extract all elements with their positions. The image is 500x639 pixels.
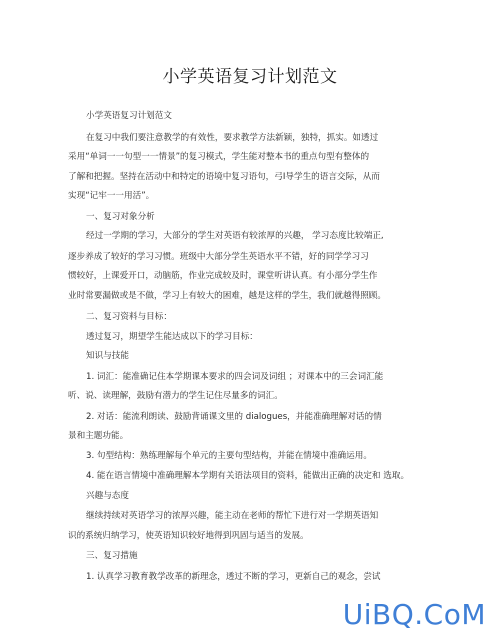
text-line: 1. 认真学习教育教学改革的新理念，透过不断的学习，更新自己的观念，尝试 [86,572,381,582]
text-line: 采用“单词一一句型一一情景”的复习模式，学生能对整本书的重点句型有整体的 [68,152,370,162]
text-line: 听、说、读理解，鼓励有潜力的学生记住尽量多的词汇。 [68,391,283,401]
text-line: 小学英语复习计划范文 [86,111,172,121]
text-line: 识的系统归纳学习，使英语知识较好地得到巩固与适当的发展。 [68,531,309,541]
text-line: 透过复习，期望学生能达成以下的学习目标： [86,332,258,342]
text-line: 惯较好，上课爱开口，动脑筋，作业完成较及时，课堂听讲认真。有小部分学生作 [68,271,378,281]
text-line: 2. 对话：能流利朗读、鼓励背诵课文里的 dialogues，并能准确理解对话的情 [86,412,382,422]
text-line: 继续持续对英语学习的浓厚兴趣，能主动在老师的帮忙下进行对一学期英语知 [86,511,379,521]
text-line: 在复习中我们要注意教学的有效性，要求教学方法新颖，独特，抓实。如透过 [86,133,379,143]
watermark-logo: UiBQ.CoM [342,598,486,631]
text-line: 逐步养成了较好的学习习惯。班级中大部分学生英语水平不错，好的同学学习习 [68,252,369,262]
text-line: 景和主题功能。 [68,431,129,441]
text-line: 经过一学期的学习，大部分的学生对英语有较浓厚的兴趣， 学习态度比较端正, [86,231,384,241]
subheading: 知识与技能 [86,351,129,361]
section-heading: 二、复习资料与目标： [86,312,172,322]
text-line: 4. 能在语言情境中准确理解本学期有关语法项目的资料，能做出正确的决定和 选取。 [86,471,410,481]
section-heading: 三、复习措施 [86,551,138,561]
text-line: 实现“记牢一一用活”。 [68,191,155,201]
text-line: 1. 词汇：能准确记住本学期课本要求的四会词及词组 ；对课本中的三会词汇能 [86,372,384,382]
text-line: 3. 句型结构：熟练理解每个单元的主要句型结构，并能在情境中准确运用。 [86,451,372,461]
text-line: 业时常要漏做或是不做，学习上有较大的困难，越是这样的学生，我们就越得照顾。 [68,291,386,301]
subheading: 兴趣与态度 [86,491,129,501]
document-title: 小学英语复习计划范文 [162,67,338,87]
section-heading: 一、复习对象分析 [86,212,155,222]
text-line: 了解和把握。坚持在活动中和特定的语境中复习语句，弓I导学生的语言交际，从而 [68,172,380,182]
